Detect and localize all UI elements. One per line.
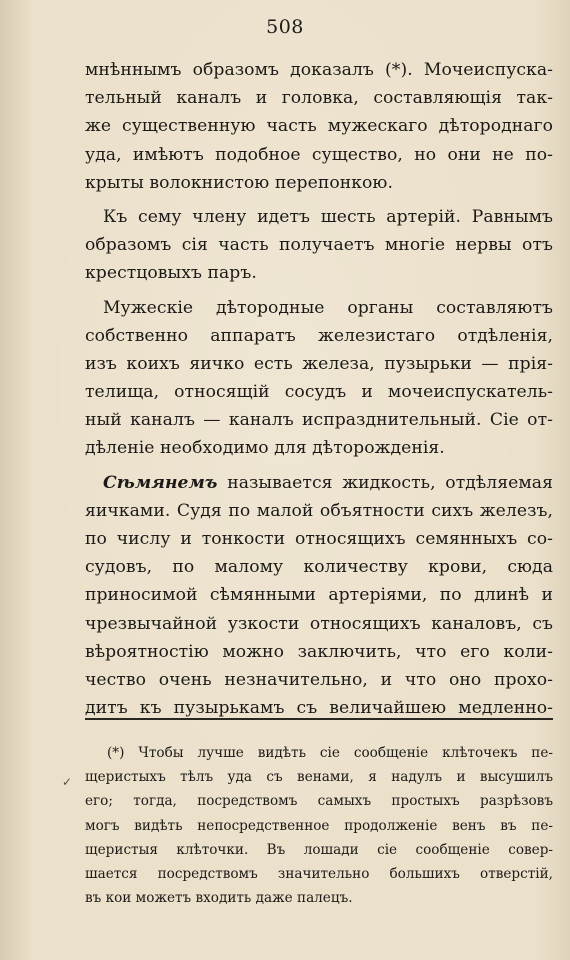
text-line: вѣроятностію можно заключить, что его коли- <box>85 641 553 662</box>
text-line: приносимой сѣмянными артеріями, по длинѣ и <box>85 585 553 606</box>
text-line: Мужескіе дѣтородные органы составляютъ <box>103 297 553 318</box>
text-line: собственно аппаратъ железистаго отдѣленія, <box>85 325 553 346</box>
text-line: телища, относящій сосудъ и мочеиспускатель- <box>85 382 553 403</box>
text-fragment: называется жидкость, отдѣляемая <box>227 472 553 493</box>
text-line: уда, имѣютъ подобное существо, но они не по- <box>85 144 553 165</box>
main-text <box>85 56 553 722</box>
footnote-line: щеристыхъ тѣлъ уда съ венами, я надулъ и высушилъ <box>85 769 553 786</box>
text-line: крестцовыхъ паръ. <box>85 263 257 284</box>
text-line: судовъ, по малому количеству крови, сюда <box>85 557 553 578</box>
footnote-line: шается посредствомъ значительно большихъ отверстій, <box>85 865 553 882</box>
text-line: крыты волокнистою перепонкою. <box>85 172 393 193</box>
text-line: чество очень незначительно, и что оно прохо- <box>85 669 553 690</box>
text-line: образомъ сія часть получаетъ многіе нервы отъ <box>85 235 553 256</box>
text-line: яичками. Судя по малой объятности сихъ железъ, <box>85 500 553 521</box>
footnote <box>85 741 553 910</box>
footnote-line: его; тогда, посредствомъ самыхъ простыхъ разрѣзовъ <box>85 793 553 810</box>
text-line: же существенную часть мужескаго дѣтороднаго <box>85 116 553 137</box>
footnote-line: щеристыя клѣточки. Въ лошади сіе сообщеніе совер- <box>85 841 553 858</box>
text-line: тельный каналъ и головка, составляющія так- <box>85 88 553 109</box>
text-line: чрезвычайной узкости относящихъ каналовъ, съ <box>85 613 553 634</box>
paragraph-3 <box>85 294 553 463</box>
text-line <box>85 469 553 497</box>
margin-mark-icon: ✓ <box>62 775 73 789</box>
text-line: мнѣннымъ образомъ доказалъ (*). Мочеиспуска- <box>85 60 553 80</box>
text-line: дѣленіе необходимо для дѣторожденія. <box>85 438 445 459</box>
footnote-line: (*) Чтобы лучше видѣть сіе сообщеніе клѣточекъ пе- <box>107 745 553 761</box>
text-line: ный каналъ — каналъ испразднительный. Сіе от- <box>85 410 553 431</box>
text-line: Къ сему члену идетъ шесть артерій. Равнымъ <box>103 206 553 227</box>
paragraph-2 <box>85 203 553 288</box>
text-line: дитъ къ пузырькамъ съ величайшею медленно- <box>85 698 553 719</box>
text-line: по числу и тонкости относящихъ семянныхъ со- <box>85 529 553 549</box>
paragraph-4 <box>85 469 553 723</box>
footnote-line: могъ видѣть непосредственное продолженіе венъ въ пе- <box>85 817 553 834</box>
defined-term: Сѣмянемъ <box>103 472 218 493</box>
paragraph-1 <box>85 56 553 197</box>
footnote-separator-rule <box>85 718 553 720</box>
page-number: 508 <box>266 16 304 38</box>
footnote-line: въ кои можетъ входить даже палецъ. <box>85 890 353 907</box>
text-line: изъ коихъ яичко есть железа, пузырьки — прія- <box>85 353 553 374</box>
